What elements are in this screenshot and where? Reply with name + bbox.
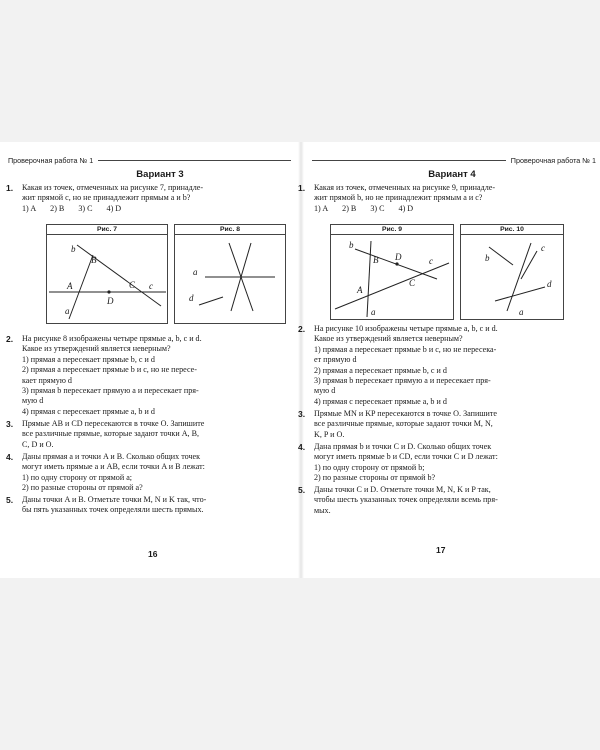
question-text-line: Даны точки A и B. Отметьте точки M, N и K так, что- xyxy=(22,495,207,504)
question-2 xyxy=(298,324,584,407)
label-A: A xyxy=(357,285,363,295)
label-b: b xyxy=(71,244,76,254)
header-rule xyxy=(98,160,291,161)
answer-option: 4) D xyxy=(398,203,414,213)
answer-option: 4) D xyxy=(106,203,122,213)
question-number: 1. xyxy=(6,183,14,193)
question-text-line: 1) прямая a пересекает прямые b, c и d xyxy=(22,354,155,364)
label-a: a xyxy=(519,307,524,317)
label-d: d xyxy=(189,293,194,303)
question-text-line: Какое из утверждений является неверным? xyxy=(22,344,171,354)
question-text-line: Даны прямая a и точки A и B. Сколько общих точек xyxy=(22,452,201,461)
figure-9-drawing xyxy=(331,235,453,319)
answer-options xyxy=(22,204,284,214)
question-number: 4. xyxy=(298,442,306,452)
figure-7 xyxy=(46,224,168,324)
figures-row xyxy=(330,224,564,320)
label-c: c xyxy=(429,256,433,266)
label-D: D xyxy=(395,252,402,262)
label-c: c xyxy=(541,243,545,253)
answer-option: 2) B xyxy=(50,203,65,213)
page-number: 16 xyxy=(148,549,158,559)
question-text-line: могут иметь прямые b и CD, если точки C и D лежат: xyxy=(314,452,498,462)
left-page xyxy=(0,142,298,578)
question-3 xyxy=(298,409,584,440)
label-C: C xyxy=(409,278,416,288)
question-2 xyxy=(6,334,284,417)
figure-caption: Рис. 10 xyxy=(461,225,563,235)
answer-options xyxy=(314,204,584,214)
question-text-line: 4) прямая c пересекает прямые a, b и d xyxy=(22,406,155,416)
figure-8-drawing xyxy=(175,235,285,323)
question-text-line: 2) прямая a пересекает прямые b, c и d xyxy=(314,365,447,375)
figure-caption: Рис. 7 xyxy=(47,225,167,235)
label-b: b xyxy=(349,240,354,250)
question-number: 2. xyxy=(6,334,14,344)
question-text-line: Прямые AB и CD пересекаются в точке O. Запишите xyxy=(22,419,205,428)
running-head-title: Проверочная работа № 1 xyxy=(510,155,596,165)
question-text-line: 2) по разные стороны от прямой b? xyxy=(314,473,436,483)
label-d: d xyxy=(547,279,552,289)
point-d xyxy=(107,290,110,293)
line-a xyxy=(507,243,531,311)
question-text-line: C, D и O. xyxy=(22,439,54,449)
right-page xyxy=(298,142,600,578)
question-text-line: мую d xyxy=(22,396,44,406)
question-text-line: Какая из точек, отмеченных на рисунке 9, принадле- xyxy=(314,183,496,192)
question-text-line: Какая из точек, отмеченных на рисунке 7, принадле- xyxy=(22,183,204,192)
question-text-line: 2) по разные стороны от прямой a? xyxy=(22,483,143,493)
variant-title: Вариант 4 xyxy=(428,169,476,180)
question-text-line: могут иметь прямые a и AB, если точки A и B лежат: xyxy=(22,462,205,472)
page-number: 17 xyxy=(436,545,446,555)
label-B: B xyxy=(373,255,379,265)
line-d xyxy=(495,287,545,301)
running-head xyxy=(312,154,596,166)
running-head xyxy=(8,154,291,166)
label-D: D xyxy=(107,296,114,306)
question-number: 5. xyxy=(6,495,14,505)
answer-option: 1) A xyxy=(22,203,37,213)
figures-row xyxy=(46,224,286,324)
question-4 xyxy=(6,452,284,494)
question-text-line: 1) по одну сторону от прямой a; xyxy=(22,472,133,482)
figure-9 xyxy=(330,224,454,320)
point-d xyxy=(395,262,398,265)
question-number: 2. xyxy=(298,324,306,334)
question-text-line: мых. xyxy=(314,505,331,515)
variant-title: Вариант 3 xyxy=(136,169,184,180)
running-head-title: Проверочная работа № 1 xyxy=(8,155,94,165)
question-text-line: 3) прямая b пересекает прямую a и пересекает пря- xyxy=(314,376,491,386)
answer-option: 3) C xyxy=(370,203,385,213)
label-a: a xyxy=(193,267,198,277)
line-b xyxy=(77,245,161,306)
figure-8 xyxy=(174,224,286,324)
label-b: b xyxy=(485,253,490,263)
question-text-line: 4) прямая c пересекает прямые a, b и d xyxy=(314,396,447,406)
line-c xyxy=(69,255,93,319)
question-text-line: Даны точки C и D. Отметьте точки M, N, K и P так, xyxy=(314,485,491,494)
label-a: a xyxy=(371,307,376,317)
question-number: 1. xyxy=(298,183,306,193)
question-text-line: K, P и O. xyxy=(314,429,345,439)
question-5 xyxy=(298,485,584,516)
question-text-line: Дана прямая b и точки C и D. Сколько общих точек xyxy=(314,442,492,451)
question-text-line: чтобы шесть указанных точек определяли всемь пря- xyxy=(314,495,498,505)
line-b xyxy=(489,247,513,265)
question-text-line: Прямые MN и KP пересекаются в точке O. Запишите xyxy=(314,409,497,418)
answer-option: 1) A xyxy=(314,203,329,213)
question-5 xyxy=(6,495,284,516)
question-text-line: ет прямую d xyxy=(314,355,357,365)
figure-10 xyxy=(460,224,564,320)
question-text-line: 1) по одну сторону от прямой b; xyxy=(314,462,425,472)
label-a: a xyxy=(65,306,70,316)
question-text-line: все различные прямые, которые задают точки M, N, xyxy=(314,419,493,429)
answer-option: 2) B xyxy=(342,203,357,213)
label-c: c xyxy=(149,281,153,291)
question-1 xyxy=(298,183,584,214)
figure-caption: Рис. 9 xyxy=(331,225,453,235)
line-d xyxy=(199,297,223,305)
label-C: C xyxy=(129,280,136,290)
question-text-line: На рисунке 10 изображены четыре прямые a, b, c и d. xyxy=(314,324,498,333)
figure-10-drawing xyxy=(461,235,563,319)
line-a xyxy=(335,263,449,309)
question-text-line: жит прямой c, но не принадлежит прямым a и b? xyxy=(22,193,191,203)
question-number: 3. xyxy=(298,409,306,419)
question-text-line: кает прямую d xyxy=(22,375,72,385)
question-text-line: бы пять указанных точек определяли шесть прямых. xyxy=(22,505,204,515)
question-text-line: 1) прямая a пересекает прямые b и c, но не пересека- xyxy=(314,344,497,354)
book-spread xyxy=(0,142,600,578)
question-number: 4. xyxy=(6,452,14,462)
question-3 xyxy=(6,419,284,450)
line-b xyxy=(367,241,371,317)
question-text-line: мую d xyxy=(314,386,336,396)
question-1 xyxy=(6,183,284,214)
label-A: A xyxy=(67,281,73,291)
question-number: 3. xyxy=(6,419,14,429)
answer-option: 3) C xyxy=(78,203,93,213)
header-rule xyxy=(312,160,506,161)
question-text-line: 3) прямая b пересекает прямую a и пересекает пря- xyxy=(22,386,199,396)
figure-7-drawing xyxy=(47,235,167,323)
question-text-line: все различные прямые, которые задают точки A, B, xyxy=(22,429,200,439)
question-text-line: 2) прямая a пересекает прямые b и c, но не пересе- xyxy=(22,365,197,375)
question-4 xyxy=(298,442,584,484)
figure-caption: Рис. 8 xyxy=(175,225,285,235)
question-text-line: На рисунке 8 изображены четыре прямые a, b, c и d. xyxy=(22,334,202,343)
question-number: 5. xyxy=(298,485,306,495)
question-text-line: жит прямой b, но не принадлежит прямым a и c? xyxy=(314,193,483,203)
label-B: B xyxy=(91,255,97,265)
question-text-line: Какое из утверждений является неверным? xyxy=(314,334,463,344)
